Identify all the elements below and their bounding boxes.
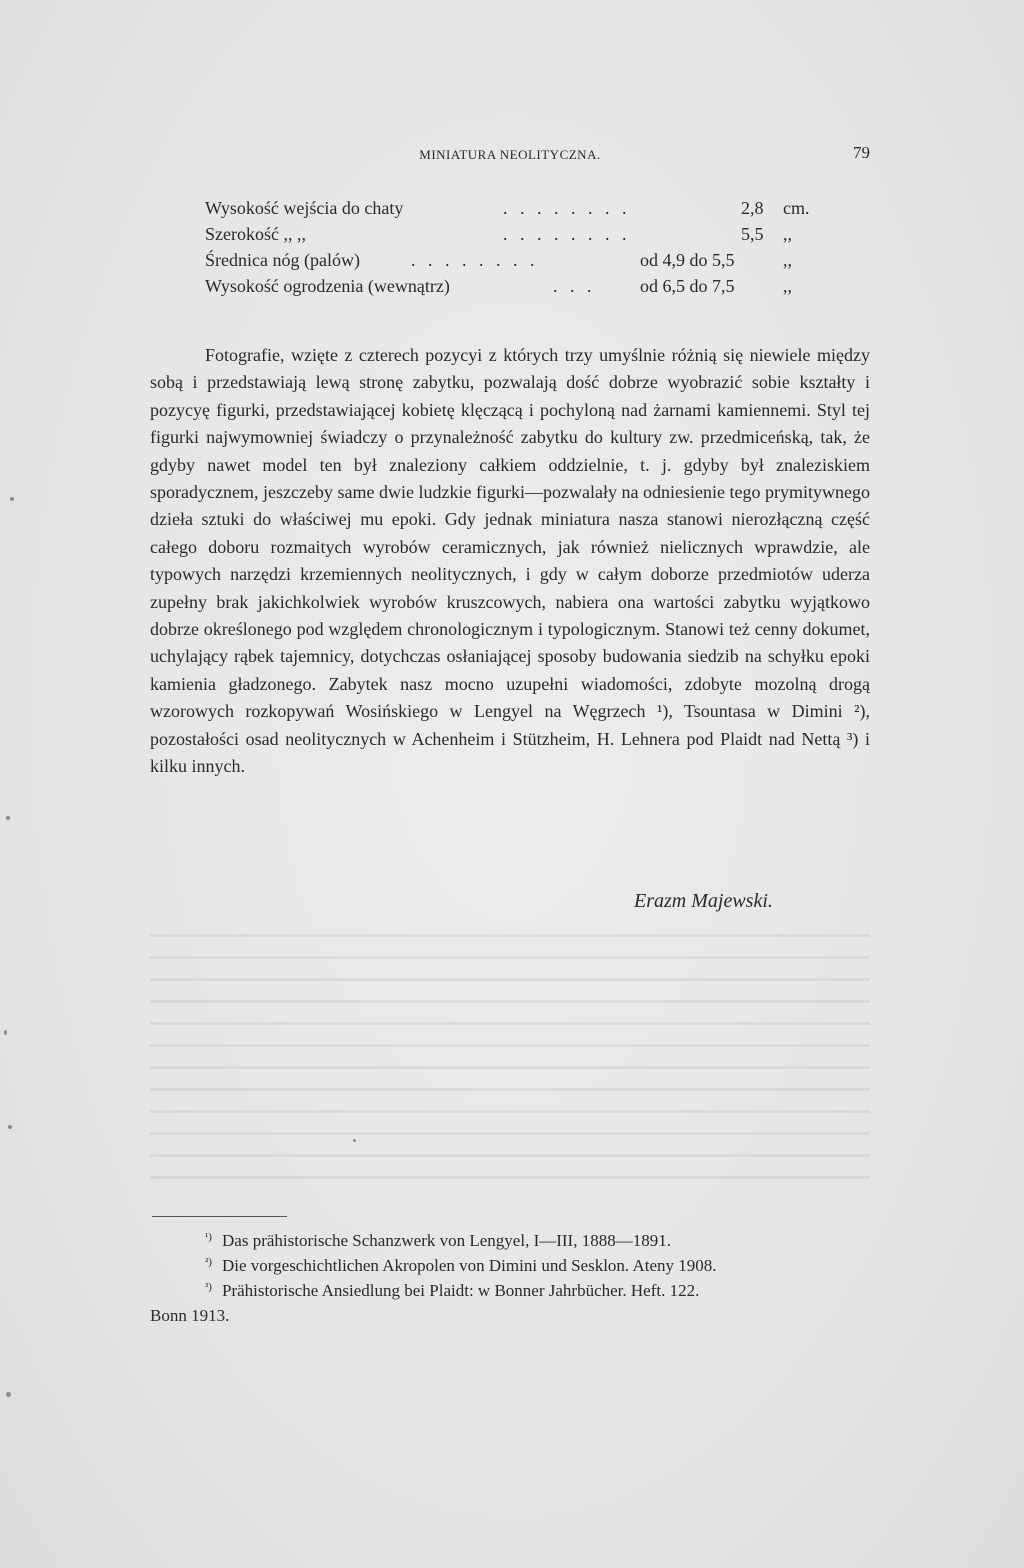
measurement-unit: ,, [783, 224, 792, 244]
leader-dots: . . . [553, 276, 596, 296]
leader-dots: . . . . . . . . [503, 198, 631, 218]
measurement-unit: cm. [783, 198, 810, 218]
show-through-text [150, 920, 870, 1190]
measurement-label: Wysokość ogrodzenia (wewnątrz) [205, 276, 450, 296]
measurement-row [205, 198, 825, 224]
measurement-unit: ,, [783, 276, 792, 296]
measurement-label: Wysokość wejścia do chaty [205, 198, 404, 218]
scan-speck [4, 1030, 7, 1035]
measurement-label: Szerokość ,, ,, [205, 224, 306, 244]
body-paragraph: Fotografie, wzięte z czterech pozycyi z których trzy umyślnie różnią się niewiele między sobą i przedstawiają lewą stronę zabytku, pozwalają dość dobrze wyobrazić sobie kształty i pozycyę figurki, przedstawiającej kobietę klęczącą i pochyloną nad żarnami kamiennemi. Styl tej figurki najwymowniej świadczy o przynależność zabytku do kultury zw. przedmiceńską, tak, że gdyby nawet model ten był znaleziony całkiem oddzielnie, t. j. gdyby był znaleziskiem sporadycznem, jeszczeby same dwie ludzkie figurki—pozwalały na odniesienie tego prymitywnego dzieła sztuki do właściwej mu epoki. Gdy jednak miniatura nasza stanowi nierozłączną część całego doboru rozmaitych wyrobów ceramicznych, jak również nielicznych wprawdzie, ale typowych narzędzi krzemiennych neolitycznych, i gdy w całym doborze przedmiotów uderza zupełny brak jakichkolwiek wyrobów kruszcowych, nabiera ona wartości zabytku wyjątkowo dobrze określonego pod względem chronologicznym i typologicznym. Stanowi też cenny dokumet, uchylający rąbek tajemnicy, dotychczas osłaniającej sposoby budowania siedzib na schyłku epoki kamienia gładzonego. Zabytek nasz mocno uzupełni wiadomości, zdobyte mozolną drogą wzorowych rozkopywań Wosińskiego w Lengyel na Węgrzech ¹), Tsountasa w Dimini ²), pozostałości osad neolitycznych w Achenheim i Stützheim, H. Lehnera pod Plaidt nad Nettą ³) i kilku innych. [150, 345, 870, 777]
footnote-mark: ³) [205, 1281, 212, 1293]
footnote-continuation: Bonn 1913. [150, 1306, 230, 1325]
scan-speck [6, 1392, 11, 1397]
footnote [150, 1228, 872, 1253]
leader-dots: . . . . . . . . [411, 250, 539, 270]
scan-speck [10, 497, 14, 501]
footnote-mark: ¹) [205, 1231, 212, 1243]
scan-speck [353, 1139, 356, 1142]
footnote-rule [152, 1216, 287, 1217]
measurements-table [205, 198, 825, 302]
measurement-value: 2,8 [741, 198, 764, 218]
scan-speck [6, 816, 10, 820]
scan-speck [8, 1125, 12, 1129]
footnote-text: Prähistorische Ansiedlung bei Plaidt: w Bonner Jahrbücher. Heft. 122. [222, 1281, 700, 1300]
measurement-row [205, 250, 825, 276]
measurement-unit: ,, [783, 250, 792, 270]
leader-dots: . . . . . . . . [503, 224, 631, 244]
footnote-mark: ²) [205, 1256, 212, 1268]
measurement-value: od 6,5 do 7,5 [640, 276, 735, 296]
page-number: 79 [853, 143, 870, 162]
footnote-text: Das prähistorische Schanzwerk von Lengyel, I—III, 1888—1891. [222, 1231, 671, 1250]
footnote-text: Die vorgeschichtlichen Akropolen von Dimini und Sesklon. Ateny 1908. [222, 1256, 717, 1275]
running-head: MINIATURA NEOLITYCZNA. [419, 147, 601, 162]
footnote [150, 1253, 872, 1278]
measurement-row [205, 276, 825, 302]
footnotes [150, 1228, 872, 1328]
measurement-value: od 4,9 do 5,5 [640, 250, 735, 270]
measurement-label: Średnica nóg (palów) [205, 250, 360, 270]
footnote [150, 1278, 872, 1328]
page-header [150, 143, 870, 167]
measurement-value: 5,5 [741, 224, 764, 244]
measurement-row [205, 224, 825, 250]
author-signature: Erazm Majewski. [634, 890, 773, 912]
